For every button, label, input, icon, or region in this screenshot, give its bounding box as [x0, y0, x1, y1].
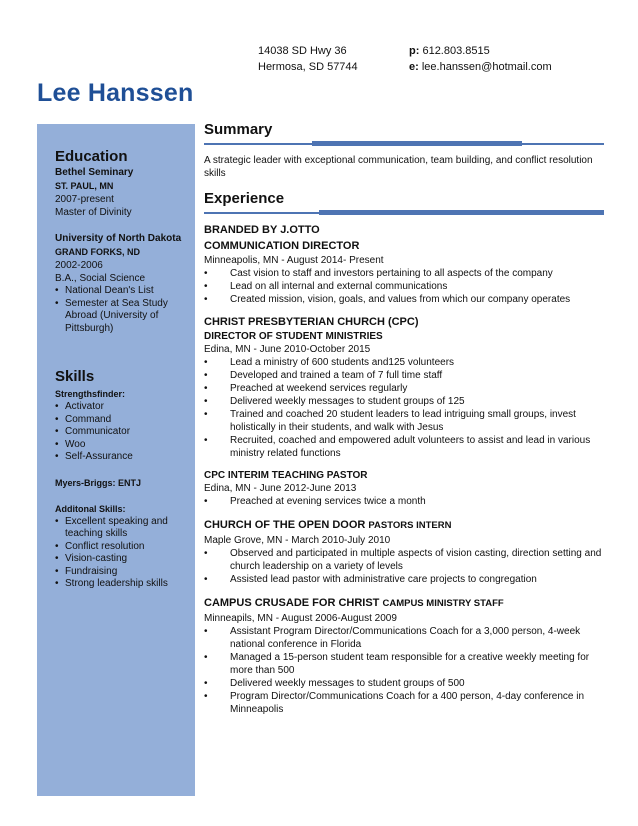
strengths-list: [55, 401, 190, 464]
list-item: • Woo: [55, 439, 190, 452]
list-item: • Lead a ministry of 600 students and125 volunteers: [204, 356, 604, 369]
job-bullets: [204, 625, 604, 716]
list-item: • Created mission, vision, goals, and values from which our company operates: [204, 293, 604, 306]
list-item: • Program Director/Communications Coach for a 400 person, 4-day conference in Minneapolis: [204, 690, 604, 716]
job-bullets: [204, 547, 604, 586]
edu-years: 2007-present: [55, 194, 114, 205]
job-bullets: [204, 356, 604, 460]
strengths-label: Strengthsfinder:: [55, 389, 126, 399]
additional-skills-list: [55, 516, 190, 591]
job-org: BRANDED BY J.OTTO: [204, 224, 320, 236]
myers-briggs: Myers-Briggs: ENTJ: [55, 477, 142, 488]
job-location: Edina, MN - June 2010-October 2015: [204, 344, 371, 355]
list-item: • Preached at evening services twice a month: [204, 495, 604, 508]
main-column: [204, 120, 604, 716]
list-item: • Communicator: [55, 426, 190, 439]
list-item: • Semester at Sea Study Abroad (University of Pittsburgh): [55, 298, 190, 336]
list-item: • Cast vision to staff and investors pertaining to all aspects of the company: [204, 267, 604, 280]
list-item: • Strong leadership skills: [55, 578, 190, 591]
email-value: lee.hanssen@hotmail.com: [421, 61, 552, 73]
summary-heading: Summary: [204, 121, 273, 138]
summary-divider: [204, 141, 604, 147]
job-location: Minneapolis, MN - August 2014- Present: [204, 255, 384, 266]
job-role: DIRECTOR OF STUDENT MINISTRIES: [204, 331, 383, 342]
job-location: Edina, MN - June 2012-June 2013: [204, 483, 357, 494]
education-heading: Education: [55, 148, 128, 165]
list-item: • Developed and trained a team of 7 full time staff: [204, 369, 604, 382]
edu-location: ST. PAUL, MN: [55, 181, 114, 191]
summary-text: A strategic leader with exceptional communication, team building, and conflict resolution skills: [204, 155, 593, 179]
address-line2: Hermosa, SD 57744: [258, 61, 358, 73]
list-item: • Delivered weekly messages to student groups of 125: [204, 395, 604, 408]
job-header: [204, 595, 604, 612]
phone-label: p:: [409, 45, 420, 57]
experience-divider: [204, 210, 604, 216]
resume-name: Lee Hanssen: [37, 79, 194, 107]
job-org: CHURCH OF THE OPEN DOOR: [204, 519, 366, 531]
list-item: • Vision-casting: [55, 553, 190, 566]
list-item: • Trained and coached 20 student leaders to lead intriguing small groups, invest holistically in their students, and walk with Jesus: [204, 408, 604, 434]
phone-line: [409, 43, 552, 59]
email-line: [409, 59, 552, 75]
sidebar: [37, 124, 195, 796]
list-item: • Assistant Program Director/Communications Coach for a 3,000 person, 4-week national conference in Florida: [204, 625, 604, 651]
list-item: • Conflict resolution: [55, 541, 190, 554]
list-item: • Assisted lead pastor with administrative care projects to congregation: [204, 573, 604, 586]
job-location: Minneapils, MN - August 2006-August 2009: [204, 613, 397, 624]
list-item: • Excellent speaking and teaching skills: [55, 516, 190, 541]
list-item: • Activator: [55, 401, 190, 414]
list-item: • Preached at weekend services regularly: [204, 382, 604, 395]
edu-school: Bethel Seminary: [55, 167, 134, 178]
sidebar-content: [55, 148, 190, 591]
edu-years: 2002-2006: [55, 260, 103, 271]
edu-degree: Master of Divinity: [55, 207, 132, 218]
address-line1: 14038 SD Hwy 36: [258, 45, 347, 57]
job-role: CAMPUS MINISTRY STAFF: [382, 598, 504, 609]
edu-school: University of North Dakota: [55, 233, 182, 244]
job-header: [204, 517, 604, 534]
contact-info: [409, 43, 552, 75]
list-item: • Observed and participated in multiple aspects of vision casting, direction setting and church leadership on a variety of levels: [204, 547, 604, 573]
phone-value: 612.803.8515: [422, 45, 490, 57]
job-role: PASTORS INTERN: [368, 520, 452, 531]
job-role: COMMUNICATION DIRECTOR: [204, 240, 360, 252]
list-item: • Recruited, coached and empowered adult volunteers to assist and lead in various ministry related functions: [204, 434, 604, 460]
job-org: CHRIST PRESBYTERIAN CHURCH (CPC): [204, 316, 419, 328]
additional-skills-label: Additonal Skills:: [55, 503, 126, 514]
list-item: • Command: [55, 414, 190, 427]
job-bullets: [204, 495, 604, 508]
email-label: e:: [409, 61, 419, 73]
experience-heading: Experience: [204, 190, 285, 207]
job-org: CPC INTERIM TEACHING PASTOR: [204, 470, 368, 481]
job-bullets: [204, 267, 604, 306]
edu-honors-list: [55, 285, 190, 335]
list-item: • Self-Assurance: [55, 451, 190, 464]
edu-location: GRAND FORKS, ND: [55, 247, 140, 257]
job-org: CAMPUS CRUSADE FOR CHRIST: [204, 597, 380, 609]
list-item: • Delivered weekly messages to student groups of 500: [204, 677, 604, 690]
skills-heading: Skills: [55, 368, 95, 385]
list-item: • Managed a 15-person student team responsible for a creative weekly meeting for more than 500: [204, 651, 604, 677]
list-item: • National Dean's List: [55, 285, 190, 298]
list-item: • Fundraising: [55, 566, 190, 579]
edu-degree: B.A., Social Science: [55, 273, 146, 284]
list-item: • Lead on all internal and external communications: [204, 280, 604, 293]
contact-address: [258, 43, 358, 75]
job-location: Maple Grove, MN - March 2010-July 2010: [204, 535, 391, 546]
